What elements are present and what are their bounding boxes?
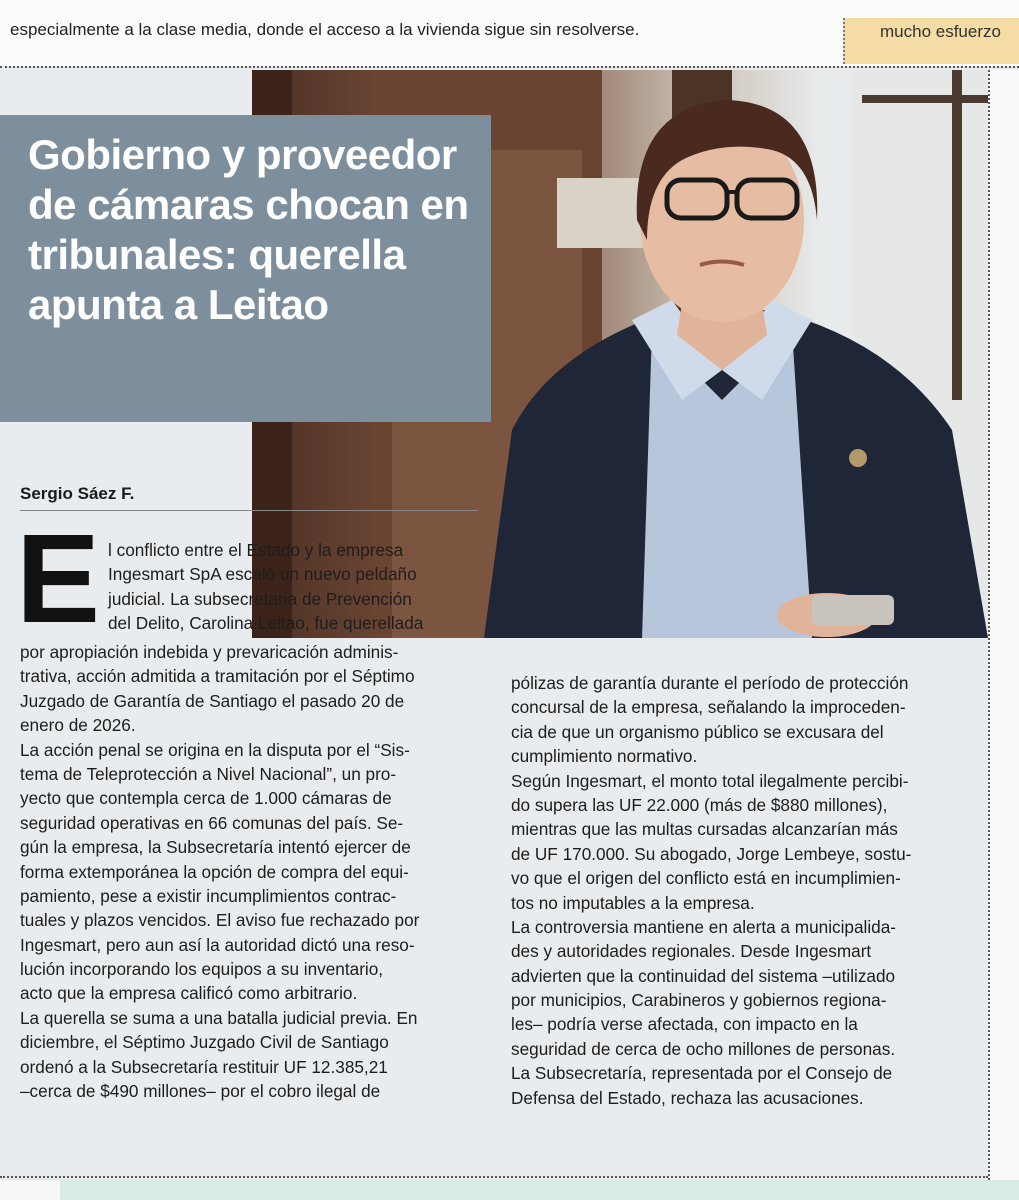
article-headline: Gobierno y proveedor de cámaras chocan en tribunales: querella apunta a Leitao: [28, 131, 469, 328]
text-line: tuales y plazos vencidos. El aviso fue rechazado por: [20, 910, 420, 931]
text-line: les– podría verse afectada, con impacto en la: [511, 1014, 858, 1035]
text-line: Ingesmart, pero aun así la autoridad dictó una reso-: [20, 934, 415, 955]
text-line: seguridad operativas en 66 comunas del país. Se-: [20, 812, 404, 833]
text-line: acto que la empresa calificó como arbitrario.: [20, 983, 358, 1004]
text-line: La querella se suma a una batalla judicial previa. En: [20, 1007, 418, 1028]
text-line: advierten que la continuidad del sistema –utilizado: [511, 965, 896, 986]
article-column-1: [20, 640, 419, 1103]
text-line: forma extemporánea la opción de compra del equi-: [20, 861, 409, 882]
text-line: del Delito, Carolina Leitao, fue querellada: [108, 613, 424, 634]
text-line: Según Ingesmart, el monto total ilegalmente percibi-: [511, 770, 909, 791]
text-line: La Subsecretaría, representada por el Consejo de: [511, 1063, 893, 1084]
text-line: cumplimiento normativo.: [511, 746, 698, 767]
text-line: yecto que contempla cerca de 1.000 cámaras de: [20, 788, 392, 809]
sidebar-teaser-text: mucho esfuerzo: [880, 22, 1001, 41]
right-divider: [988, 70, 990, 1180]
page-right-margin: [988, 70, 1019, 1180]
text-line: –cerca de $490 millones– por el cobro ilegal de: [20, 1081, 381, 1102]
text-line: La controversia mantiene en alerta a municipalida-: [511, 916, 897, 937]
text-line: Defensa del Estado, rechaza las acusaciones.: [511, 1087, 864, 1108]
next-section-bar: [60, 1180, 1019, 1200]
text-line: cia de que un organismo público se excusara del: [511, 721, 884, 742]
bottom-margin: [0, 1180, 60, 1200]
text-line: lución incorporando los equipos a su inventario,: [20, 959, 384, 980]
text-line: trativa, acción admitida a tramitación por el Séptimo: [20, 666, 415, 687]
text-line: pólizas de garantía durante el período de protección: [511, 673, 909, 693]
text-line: pamiento, pese a existir incumplimientos contrac-: [20, 885, 397, 906]
text-line: vo que el origen del conflicto está en incumplimien-: [511, 868, 901, 889]
text-line: por municipios, Carabineros y gobiernos regiona-: [511, 990, 887, 1011]
text-line: enero de 2026.: [20, 715, 136, 736]
text-line: gún la empresa, la Subsecretaría intentó ejercer de: [20, 837, 411, 858]
text-line: mientras que las multas cursadas alcanzarían más: [511, 819, 898, 840]
text-line: tos no imputables a la empresa.: [511, 892, 755, 913]
text-line: des y autoridades regionales. Desde Ingesmart: [511, 941, 872, 962]
bottom-divider: [0, 1176, 988, 1178]
text-line: por apropiación indebida y prevaricación adminis-: [20, 642, 399, 662]
drop-cap: E: [16, 508, 101, 649]
text-line: l conflicto entre el Estado y la empresa: [108, 540, 404, 560]
text-line: de UF 170.000. Su abogado, Jorge Lembeye, sostu-: [511, 843, 912, 864]
text-line: ordenó a la Subsecretaría restituir UF 12.385,21: [20, 1056, 388, 1077]
text-line: judicial. La subsecretaria de Prevención: [108, 588, 412, 609]
text-line: concursal de la empresa, señalando la improceden-: [511, 697, 906, 718]
text-line: diciembre, el Séptimo Juzgado Civil de Santiago: [20, 1032, 389, 1053]
article-column-1-intro: [108, 538, 423, 636]
text-line: seguridad de cerca de ocho millones de personas.: [511, 1038, 896, 1059]
text-line: Juzgado de Garantía de Santiago el pasado 20 de: [20, 690, 405, 711]
article-column-2: [511, 671, 911, 1110]
text-line: Ingesmart SpA escaló un nuevo peldaño: [108, 564, 417, 585]
text-line: do supera las UF 22.000 (más de $880 millones),: [511, 794, 888, 815]
previous-article-text: especialmente a la clase media, donde el acceso a la vivienda sigue sin resolverse.: [10, 20, 640, 39]
text-line: La acción penal se origina en la disputa por el “Sis-: [20, 739, 410, 760]
text-line: tema de Teleprotección a Nivel Nacional”, un pro-: [20, 763, 397, 784]
byline: Sergio Sáez F.: [20, 484, 135, 503]
top-divider: [0, 66, 1019, 68]
